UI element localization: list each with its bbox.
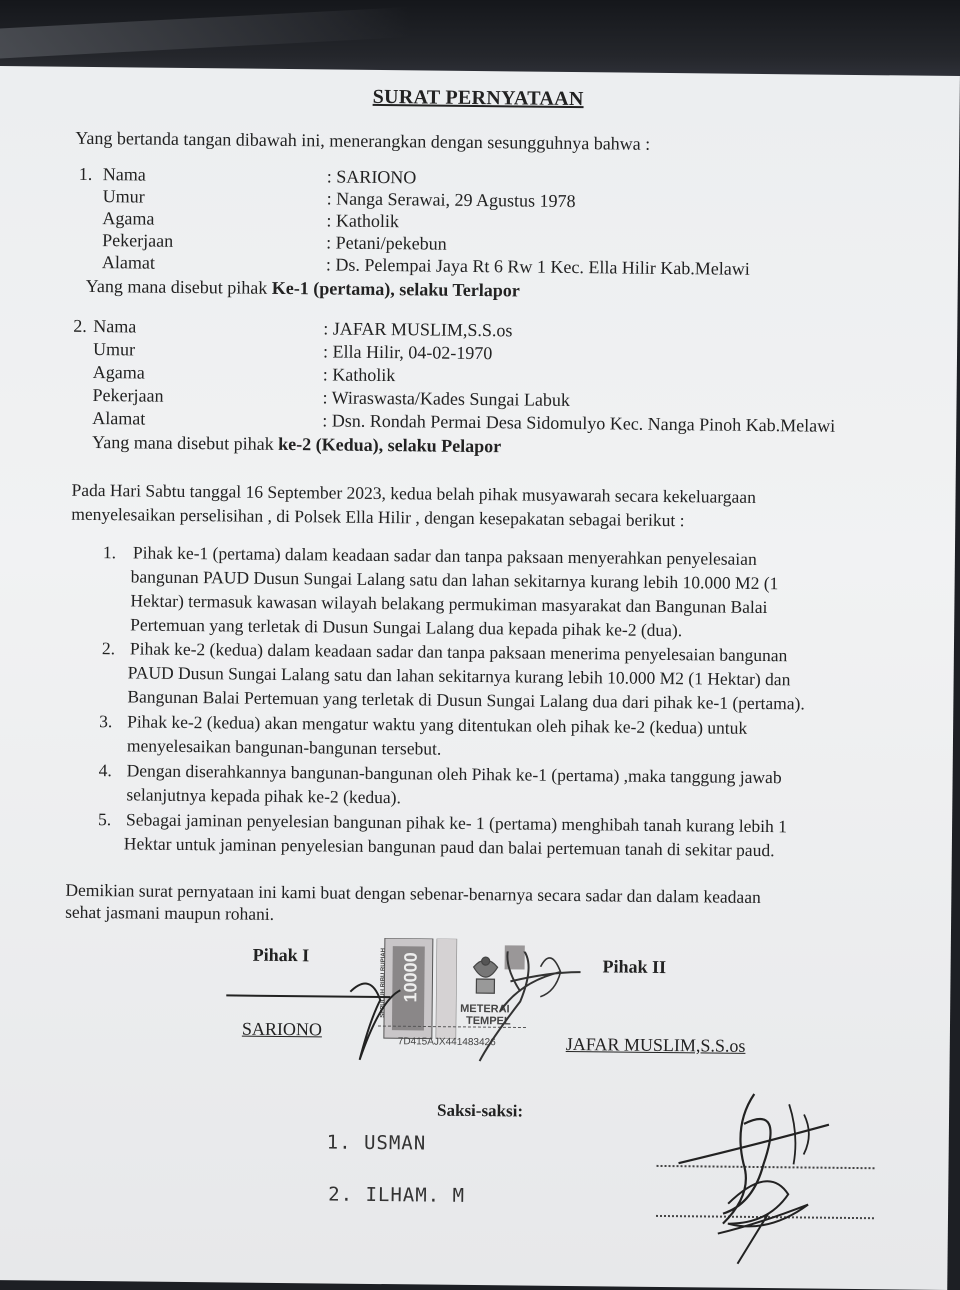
saksi-2: 2. ILHAM. M [328, 1183, 466, 1207]
pihak2-label: Pihak II [602, 956, 667, 978]
meterai-label-2: TEMPEL [465, 1014, 511, 1028]
party1-label-nama: Nama [102, 164, 146, 185]
party1-label-alamat: Alamat [101, 252, 156, 273]
item-3-line-2: menyelesaikan bangunan-bangunan tersebut. [126, 735, 442, 759]
item-5-line-2: Hektar untuk jaminan penyelesian bangunan paud dan balai pertemuan tanah di sekitar paud. [123, 833, 775, 861]
party1-label-pekerjaan: Pekerjaan [102, 230, 174, 251]
item-4-line-1: Dengan diserahkannya bangunan-bangunan oleh Pihak ke-1 (pertama) ,maka tanggung jawab [126, 760, 782, 788]
party2-role-prefix: Yang mana disebut pihak [91, 431, 279, 454]
saksi-label: Saksi-saksi: [436, 1100, 524, 1121]
party1-role-bold: Ke-1 (pertama), selaku Terlapor [271, 277, 520, 301]
party2-label-alamat: Alamat [92, 407, 146, 429]
meterai-serial: 7D415AJX441483426 [397, 1036, 496, 1049]
party2-value-pekerjaan: : Wiraswasta/Kades Sungai Labuk [322, 387, 571, 410]
party2-label-umur: Umur [92, 338, 136, 360]
paper-sheet [0, 66, 960, 1290]
party2-value-umur: : Ella Hilir, 04-02-1970 [322, 341, 493, 364]
pihak1-label: Pihak I [252, 944, 310, 966]
party1-value-pekerjaan: : Petani/pekebun [326, 232, 447, 254]
item-3-number: 3. [99, 711, 113, 732]
item-2-number: 2. [101, 638, 116, 659]
party2-value-agama: : Katholik [322, 364, 396, 386]
saksi-1: 1. USMAN [326, 1131, 427, 1155]
party2-label-nama: Nama [93, 315, 137, 337]
item-3-line-1: Pihak ke-2 (kedua) akan mengatur waktu yang ditentukan oleh pihak ke-2 (kedua) untuk [127, 711, 748, 738]
pihak1-name: SARIONO [241, 1018, 323, 1040]
party1-number: 1. [78, 163, 93, 184]
party2-label-agama: Agama [92, 361, 145, 383]
party1-value-agama: : Katholik [326, 210, 400, 232]
meterai-brand: SEPULUH RIBU RUPIAH [380, 948, 387, 1018]
item-5-line-1: Sebagai jaminan penyelesian bangunan pihak ke- 1 (pertama) menghibah tanah kurang lebih 1 [126, 809, 788, 837]
intro-text: Yang bertanda tangan dibawah ini, menerangkan dengan sesungguhnya bahwa : [75, 127, 651, 154]
party1-value-alamat: : Ds. Pelempai Jaya Rt 6 Rw 1 Kec. Ella Hilir Kab.Melawi [325, 254, 750, 279]
party2-label-pekerjaan: Pekerjaan [92, 384, 164, 406]
party2-role-bold: ke-2 (Kedua), selaku Pelapor [278, 433, 502, 457]
agreement-intro-line2: menyelesaikan perselisihan , di Polsek Ella Hilir , dengan kesepakatan sebagai berikut : [71, 503, 685, 531]
closing-line2: sehat jasmani maupun rohani. [65, 901, 275, 924]
item-2-line-2: PAUD Dusun Sungai Lalang satu dan lahan sekitarnya kurang lebih 10.000 M2 (1 Hektar) dan [127, 662, 791, 690]
document-title: SURAT PERNYATAAN [372, 85, 584, 111]
party1-value-nama: : SARIONO [326, 166, 417, 188]
item-2-line-1: Pihak ke-2 (kedua) dalam keadaan sadar dan tanpa paksaan menerima penyelesaian bangunan [129, 638, 788, 666]
party-signatures [219, 948, 620, 1082]
meterai-amount: 10000 [400, 952, 421, 1003]
party1-role-prefix: Yang mana disebut pihak [85, 275, 272, 298]
agreement-intro-line1: Pada Hari Sabtu tanggal 16 September 2023, kedua belah pihak musyawarah secara kekeluargaan [71, 479, 757, 507]
party1-value-umur: : Nanga Serawai, 29 Agustus 1978 [326, 188, 576, 212]
witness-signatures [657, 1083, 889, 1275]
party2-value-alamat: : Dsn. Rondah Permai Desa Sidomulyo Kec. Nanga Pinoh Kab.Melawi [322, 410, 836, 436]
item-1-number: 1. [102, 542, 117, 563]
party2-role [92, 431, 501, 457]
item-1-line-3: Hektar) termasuk kawasan wilayah belakang permukiman masyarakat dan Bangunan Balai [130, 590, 768, 618]
closing-line1: Demikian surat pernyataan ini kami buat dengan sebenar-benarnya secara sadar dan dalam keadaan [65, 879, 761, 908]
party1-label-umur: Umur [102, 186, 145, 207]
pihak2-name: JAFAR MUSLIM,S.S.os [565, 1033, 746, 1056]
party1-label-agama: Agama [102, 208, 155, 229]
item-5-number: 5. [98, 809, 112, 830]
document [0, 66, 960, 1290]
party2-value-nama: : JAFAR MUSLIM,S.S.os [323, 318, 513, 341]
item-2-line-3: Bangunan Balai Pertemuan yang terletak di Dusun Sungai Lalang dua dari pihak ke-1 (pertama). [127, 686, 805, 714]
item-4-number: 4. [98, 760, 112, 781]
item-1-line-1: Pihak ke-1 (pertama) dalam keadaan sadar dan tanpa paksaan menyerahkan penyelesaian [132, 542, 757, 569]
item-1-line-4: Pertemuan yang terletak di Dusun Sungai Lalang dua kepada pihak ke-2 (dua). [130, 614, 683, 641]
party2-number: 2. [73, 315, 87, 336]
meterai-label: METERAI [460, 1002, 510, 1016]
item-1-line-2: bangunan PAUD Dusun Sungai Lalang satu dan lahan sekitarnya kurang lebih 10.000 M2 (1 [130, 566, 779, 594]
item-4-line-2: selanjutnya kepada pihak ke-2 (kedua). [126, 784, 402, 808]
party1-role [86, 275, 520, 302]
